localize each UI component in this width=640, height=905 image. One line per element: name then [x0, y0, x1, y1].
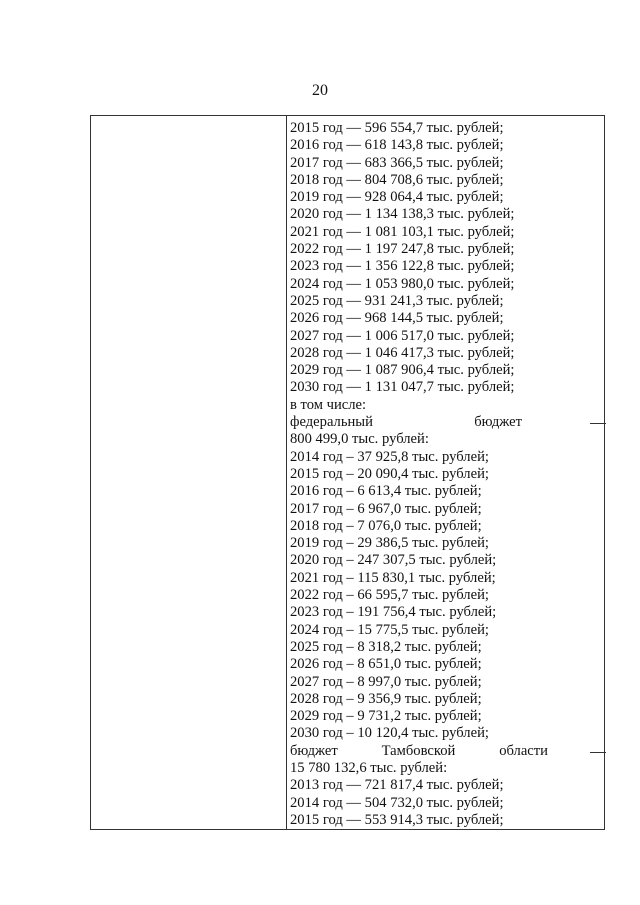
text-line: 2030 год – 10 120,4 тыс. рублей;	[290, 725, 489, 742]
text-line: 2024 год — 1 053 980,0 тыс. рублей;	[290, 275, 515, 292]
text-line: 2023 год — 1 356 122,8 тыс. рублей;	[290, 258, 515, 275]
text-line: 2023 год – 191 756,4 тыс. рублей;	[290, 604, 497, 621]
text-line: 2027 год — 1 006 517,0 тыс. рублей;	[290, 327, 515, 344]
federal-budget-total: 800 499,0 тыс. рублей:	[290, 431, 429, 448]
text-line: 2016 год — 618 143,8 тыс. рублей;	[290, 137, 504, 154]
text-line: 2019 год – 29 386,5 тыс. рублей;	[290, 535, 489, 552]
text-line: 2028 год – 9 356,9 тыс. рублей;	[290, 690, 482, 707]
text-line: 2020 год – 247 307,5 тыс. рублей;	[290, 552, 497, 569]
regional-budget-total: 15 780 132,6 тыс. рублей:	[290, 759, 448, 776]
text-line: 2024 год – 15 775,5 тыс. рублей;	[290, 621, 489, 638]
text-line: 2025 год — 931 241,3 тыс. рублей;	[290, 292, 504, 309]
text-line: 2014 год — 504 732,0 тыс. рублей;	[290, 794, 504, 811]
text-line: 2018 год – 7 076,0 тыс. рублей;	[290, 517, 482, 534]
text-line: 2015 год — 553 914,3 тыс. рублей;	[290, 811, 504, 828]
text-line: 2017 год — 683 366,5 тыс. рублей;	[290, 154, 504, 171]
text-line: 2022 год — 1 197 247,8 тыс. рублей;	[290, 241, 515, 258]
regional-budget-heading	[290, 743, 602, 760]
text-line: 2028 год — 1 046 417,3 тыс. рублей;	[290, 344, 515, 361]
federal-word: федеральный	[290, 414, 373, 431]
trailing-dash	[590, 423, 606, 424]
text-line: 2021 год — 1 081 103,1 тыс. рублей;	[290, 223, 515, 240]
text-line: 2016 год – 6 613,4 тыс. рублей;	[290, 483, 482, 500]
funding-text	[290, 120, 602, 829]
text-line: 2015 год — 596 554,7 тыс. рублей;	[290, 120, 504, 136]
text-line: 2026 год – 8 651,0 тыс. рублей;	[290, 656, 482, 673]
budget-word: бюджет	[474, 414, 522, 431]
page-number: 20	[312, 82, 328, 99]
text-line: 2025 год – 8 318,2 тыс. рублей;	[290, 638, 482, 655]
text-line: 2027 год – 8 997,0 тыс. рублей;	[290, 673, 482, 690]
text-line: 2022 год – 66 595,7 тыс. рублей;	[290, 587, 489, 604]
text-line: 2019 год — 928 064,4 тыс. рублей;	[290, 189, 504, 206]
budget-word: бюджет	[290, 742, 338, 759]
tambov-word: Тамбовской	[381, 742, 456, 759]
text-line: 2014 год – 37 925,8 тыс. рублей;	[290, 448, 489, 465]
text-line: 2018 год — 804 708,6 тыс. рублей;	[290, 171, 504, 188]
text-line: 2029 год – 9 731,2 тыс. рублей;	[290, 708, 482, 725]
text-line: 2029 год — 1 087 906,4 тыс. рублей;	[290, 362, 515, 379]
text-line: 2030 год — 1 131 047,7 тыс. рублей;	[290, 379, 515, 396]
text-line: 2020 год — 1 134 138,3 тыс. рублей;	[290, 206, 515, 223]
table-frame	[90, 115, 605, 830]
text-line: в том числе:	[290, 396, 367, 413]
text-line: 2026 год — 968 144,5 тыс. рублей;	[290, 310, 504, 327]
text-line: 2017 год – 6 967,0 тыс. рублей;	[290, 500, 482, 517]
trailing-dash	[590, 752, 606, 753]
oblast-word: области	[499, 742, 548, 759]
text-line: 2021 год – 115 830,1 тыс. рублей;	[290, 569, 496, 586]
federal-budget-heading	[290, 414, 602, 431]
column-divider	[286, 116, 287, 829]
text-line: 2013 год — 721 817,4 тыс. рублей;	[290, 777, 504, 794]
text-line: 2015 год – 20 090,4 тыс. рублей;	[290, 465, 489, 482]
